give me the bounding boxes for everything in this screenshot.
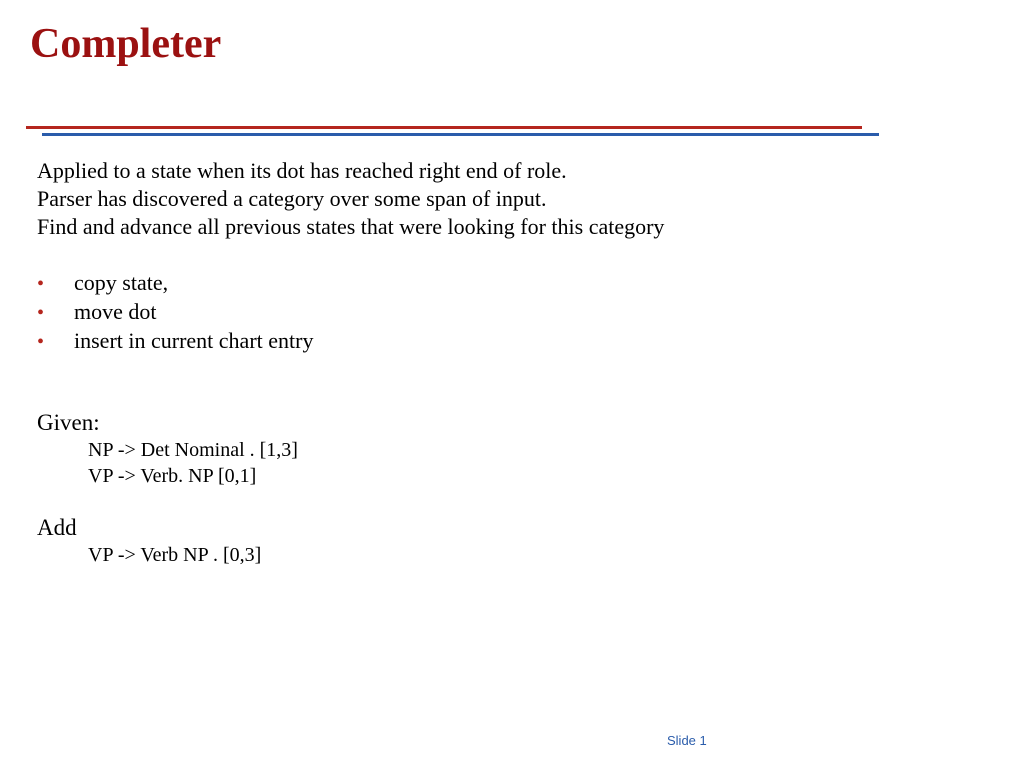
slide-number: Slide 1: [667, 733, 707, 748]
bullet-item: [37, 327, 977, 356]
bullet-icon: •: [37, 331, 45, 353]
title-underline-blue: [42, 133, 879, 136]
intro-line: Applied to a state when its dot has reached right end of role.: [37, 158, 567, 183]
bullet-list: [37, 269, 977, 356]
intro-line: Parser has discovered a category over some span of input.: [37, 186, 547, 211]
bullet-text: move dot: [74, 299, 157, 324]
intro-line: Find and advance all previous states that were looking for this category: [37, 214, 665, 239]
title-underline-red: [26, 126, 862, 129]
bullet-text: copy state,: [74, 270, 169, 295]
bullet-item: [37, 269, 977, 298]
bullet-icon: •: [37, 273, 45, 295]
bullet-text: insert in current chart entry: [74, 328, 314, 353]
add-label: Add: [37, 515, 77, 540]
given-rule: NP -> Det Nominal . [1,3]: [88, 439, 298, 461]
given-rule: VP -> Verb. NP [0,1]: [88, 465, 257, 487]
bullet-item: [37, 298, 977, 327]
slide-body: [37, 157, 977, 568]
add-rule: VP -> Verb NP . [0,3]: [88, 544, 262, 566]
slide-title: Completer: [30, 21, 222, 67]
given-label: Given:: [37, 410, 100, 435]
bullet-icon: •: [37, 302, 45, 324]
